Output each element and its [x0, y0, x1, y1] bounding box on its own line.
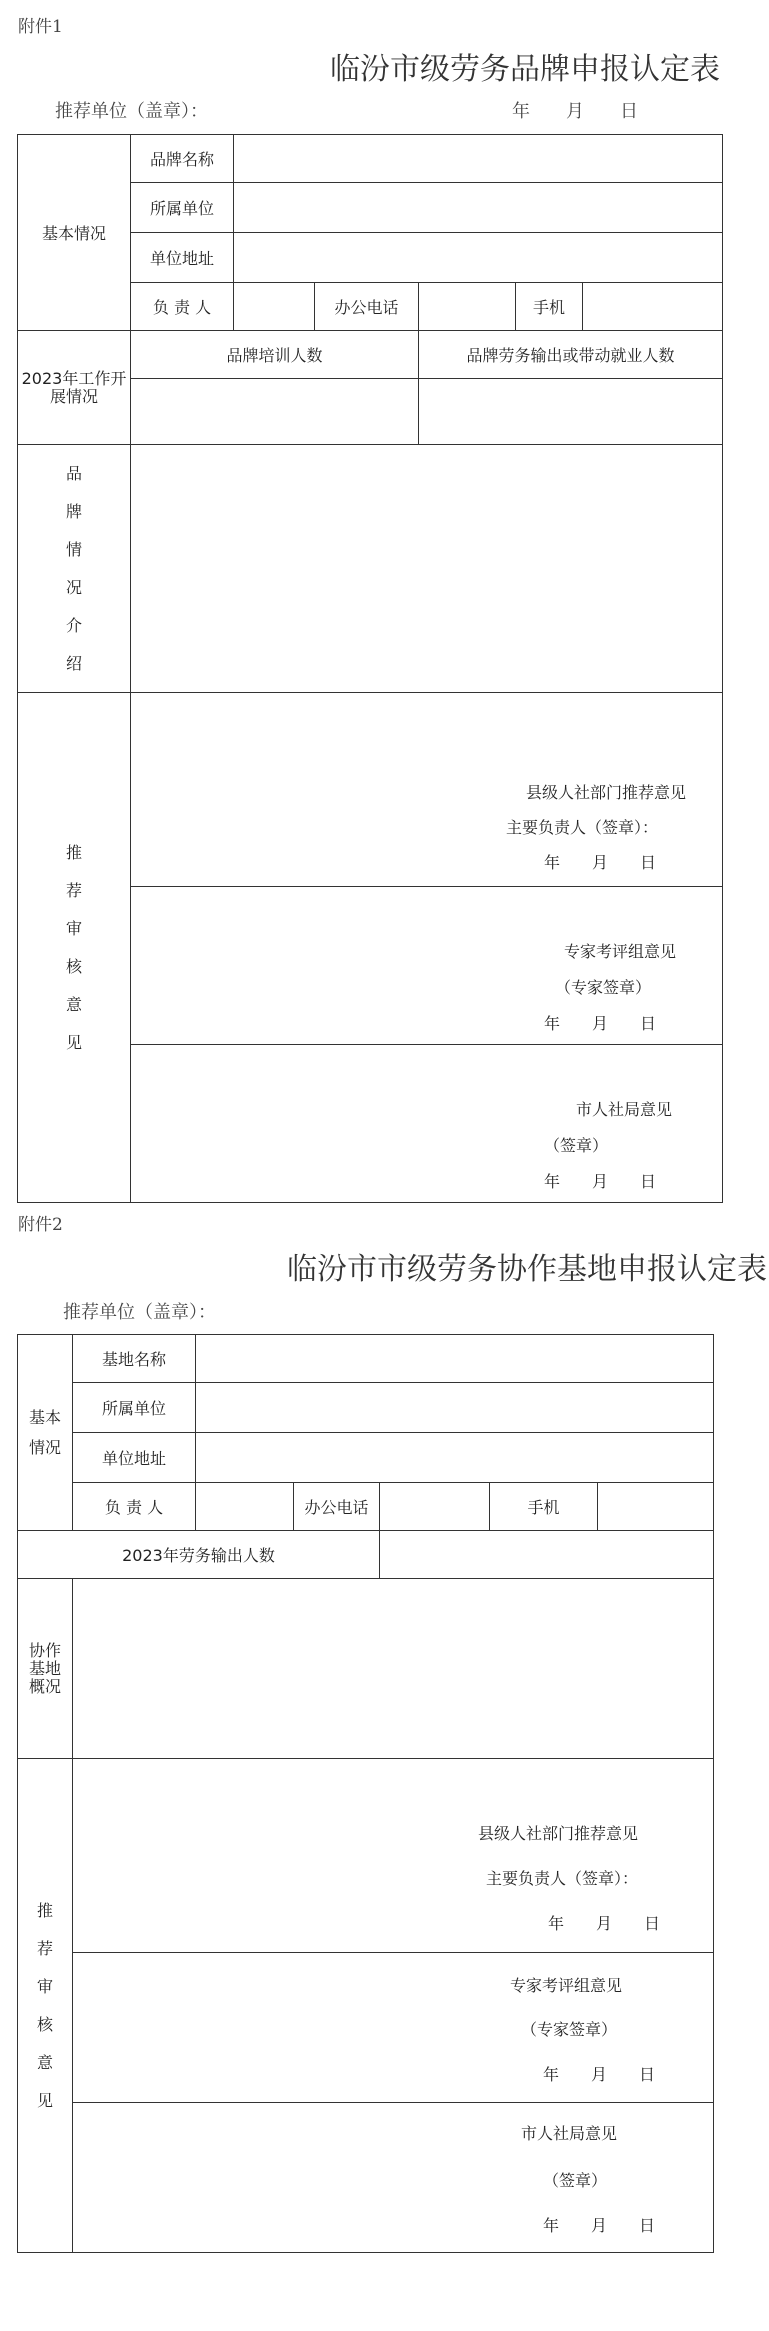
person-in-charge-label-2: 负 责 人 [73, 1483, 196, 1531]
annex1-title: 临汾市级劳务品牌申报认定表 [330, 52, 720, 87]
county-opinion-cell[interactable] [131, 693, 723, 887]
unit-address-label-2: 单位地址 [73, 1433, 196, 1483]
mobile-label-2: 手机 [490, 1483, 598, 1531]
brand-intro-char: 况 [65, 577, 82, 597]
output-2023-label: 2023年劳务输出人数 [18, 1531, 380, 1579]
base-name-field[interactable] [196, 1335, 714, 1383]
overview-line2: 基地 [28, 1658, 61, 1678]
city-sign-label: （签章） [544, 1136, 609, 1155]
output-2023-field[interactable] [380, 1531, 714, 1579]
review-char-2: 见 [36, 2090, 53, 2110]
person-in-charge-field[interactable] [234, 283, 315, 331]
county-date-label: 年 月 日 [544, 853, 657, 872]
review-char: 核 [65, 956, 82, 976]
county-date-label-2: 年 月 日 [548, 1914, 661, 1933]
expert-date-label: 年 月 日 [544, 1014, 657, 1033]
office-phone-label: 办公电话 [315, 283, 419, 331]
brand-intro-char: 品 [65, 463, 82, 483]
basic-info-label-2 [18, 1335, 73, 1531]
review-char-2: 推 [36, 1900, 53, 1920]
annex2-form-table [17, 1334, 714, 2253]
basic-info-line2: 情况 [28, 1437, 61, 1457]
county-opinion-label: 县级人社部门推荐意见 [526, 783, 687, 802]
brand-intro-label [18, 445, 131, 693]
basic-info-line1: 基本 [28, 1407, 61, 1427]
annex1-label: 附件1 [18, 17, 63, 37]
city-sign-label-2: （签章） [543, 2171, 608, 2190]
review-char-2: 审 [36, 1976, 53, 1996]
expert-sign-label: （专家签章） [555, 978, 652, 997]
brand-intro-field[interactable] [131, 445, 723, 693]
expert-opinion-label: 专家考评组意见 [564, 942, 677, 961]
affiliated-unit-label: 所属单位 [131, 183, 234, 233]
mobile-field-2[interactable] [598, 1483, 714, 1531]
expert-date-label-2: 年 月 日 [543, 2065, 656, 2084]
city-date-label: 年 月 日 [544, 1172, 657, 1191]
annex2-title: 临汾市市级劳务协作基地申报认定表 [287, 1252, 767, 1287]
expert-opinion-label-2: 专家考评组意见 [510, 1976, 623, 1995]
annex1-form-table [17, 134, 723, 1203]
expert-sign-label-2: （专家签章） [521, 2020, 618, 2039]
expert-opinion-cell-2[interactable] [73, 1953, 714, 2103]
review-label-2 [18, 1759, 73, 2253]
affiliated-unit-label-2: 所属单位 [73, 1383, 196, 1433]
unit-address-field-2[interactable] [196, 1433, 714, 1483]
work-2023-line2: 展情况 [49, 386, 98, 406]
review-char: 见 [65, 1032, 82, 1052]
review-char-2: 核 [36, 2014, 53, 2034]
training-count-field[interactable] [131, 379, 419, 445]
city-opinion-cell-2[interactable] [73, 2103, 714, 2253]
expert-opinion-cell[interactable] [131, 887, 723, 1045]
annex1-recommender: 推荐单位（盖章）： [55, 101, 208, 122]
brand-intro-char: 介 [65, 615, 82, 635]
person-in-charge-field-2[interactable] [196, 1483, 294, 1531]
basic-info-label: 基本情况 [18, 135, 131, 331]
brand-intro-char: 绍 [65, 653, 82, 673]
mobile-label: 手机 [516, 283, 583, 331]
output-count-label: 品牌劳务输出或带动就业人数 [419, 331, 723, 379]
review-char: 审 [65, 918, 82, 938]
affiliated-unit-field-2[interactable] [196, 1383, 714, 1433]
county-opinion-label-2: 县级人社部门推荐意见 [478, 1824, 639, 1843]
city-opinion-cell[interactable] [131, 1045, 723, 1203]
mobile-field[interactable] [583, 283, 723, 331]
annex2-label: 附件2 [18, 1215, 63, 1235]
overview-label [18, 1579, 73, 1759]
person-in-charge-label: 负 责 人 [131, 283, 234, 331]
brand-name-label: 品牌名称 [131, 135, 234, 183]
review-char: 荐 [65, 880, 82, 900]
base-name-label: 基地名称 [73, 1335, 196, 1383]
city-date-label-2: 年 月 日 [543, 2216, 656, 2235]
brand-intro-char: 牌 [65, 501, 82, 521]
review-char: 推 [65, 842, 82, 862]
review-label [18, 693, 131, 1203]
annex1-date: 年 月 日 [512, 101, 638, 122]
unit-address-label: 单位地址 [131, 233, 234, 283]
work-2023-label [18, 331, 131, 445]
brand-intro-char: 情 [65, 539, 82, 559]
office-phone-field-2[interactable] [380, 1483, 490, 1531]
review-char: 意 [65, 994, 82, 1014]
annex2-recommender: 推荐单位（盖章）： [63, 1302, 216, 1323]
training-count-label: 品牌培训人数 [131, 331, 419, 379]
office-phone-label-2: 办公电话 [294, 1483, 380, 1531]
county-opinion-cell-2[interactable] [73, 1759, 714, 1953]
output-count-field[interactable] [419, 379, 723, 445]
review-char-2: 荐 [36, 1938, 53, 1958]
leader-sign-label-2: 主要负责人（签章）： [486, 1869, 639, 1888]
overview-field[interactable] [73, 1579, 714, 1759]
overview-line3: 概况 [28, 1676, 61, 1696]
affiliated-unit-field[interactable] [234, 183, 723, 233]
leader-sign-label: 主要负责人（签章）： [506, 818, 659, 837]
unit-address-field[interactable] [234, 233, 723, 283]
brand-name-field[interactable] [234, 135, 723, 183]
city-opinion-label: 市人社局意见 [576, 1100, 673, 1119]
review-char-2: 意 [36, 2052, 53, 2072]
city-opinion-label-2: 市人社局意见 [521, 2124, 618, 2143]
overview-line1: 协作 [28, 1640, 61, 1660]
office-phone-field[interactable] [419, 283, 516, 331]
work-2023-line1: 2023年工作开 [21, 368, 127, 388]
